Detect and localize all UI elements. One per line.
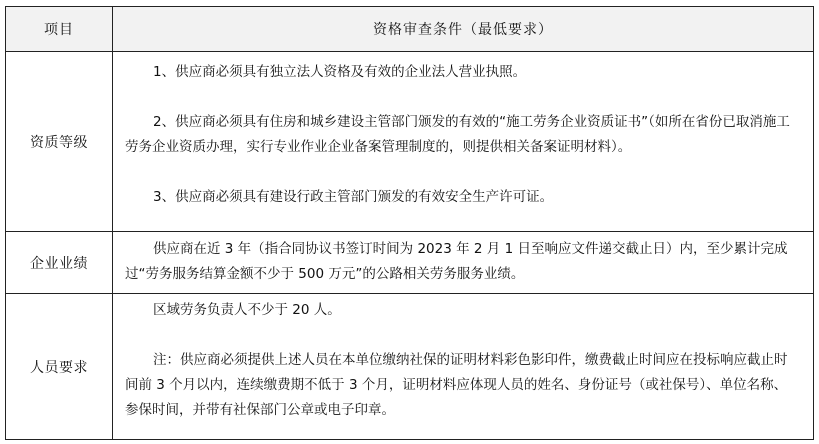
row-label-performance: 企业业绩	[6, 232, 113, 294]
qualification-item-1: 1、供应商必须具有独立法人资格及有效的企业法人营业执照。	[153, 64, 527, 80]
header-item: 项目	[6, 7, 113, 52]
row-content-qualification	[113, 52, 814, 232]
row-label-staff: 人员要求	[6, 294, 113, 440]
staff-requirement: 区域劳务负责人不少于 20 人。	[153, 302, 341, 318]
table-row-staff	[6, 294, 814, 440]
header-criteria: 资格审查条件（最低要求）	[113, 7, 814, 52]
row-content-performance	[113, 232, 814, 294]
table-row-performance	[6, 232, 814, 294]
requirements-sheet	[5, 6, 813, 440]
performance-text: 供应商在近 3 年（指合同协议书签订时间为 2023 年 2 月 1 日至响应文件递交截止日）内，至少累计完成过“劳务服务结算金额不少于 500 万元”的公路相关劳务服务业绩。	[125, 241, 788, 282]
table-header-row	[6, 7, 814, 52]
qualification-table	[5, 6, 814, 440]
qualification-item-3: 3、供应商必须具有建设行政主管部门颁发的有效安全生产许可证。	[153, 189, 554, 205]
table-row-qualification	[6, 52, 814, 232]
qualification-item-2: 2、供应商必须具有住房和城乡建设主管部门颁发的有效的“施工劳务企业资质证书”（如所在省份已取消施工劳务企业资质办理，实行专业作业企业备案管理制度的，则提供相关备案证明材料）。	[125, 114, 790, 155]
row-label-qualification: 资质等级	[6, 52, 113, 232]
row-content-staff	[113, 294, 814, 440]
staff-note: 注：供应商必须提供上述人员在本单位缴纳社保的证明材料彩色影印件，缴费截止时间应在投标响应截止时间前 3 个月以内，连续缴费期不低于 3 个月，证明材料应体现人员的姓名、身份证号（或社保号）、单位名称、参保时间，并带有社保部门公章或电子印章。	[125, 352, 788, 418]
